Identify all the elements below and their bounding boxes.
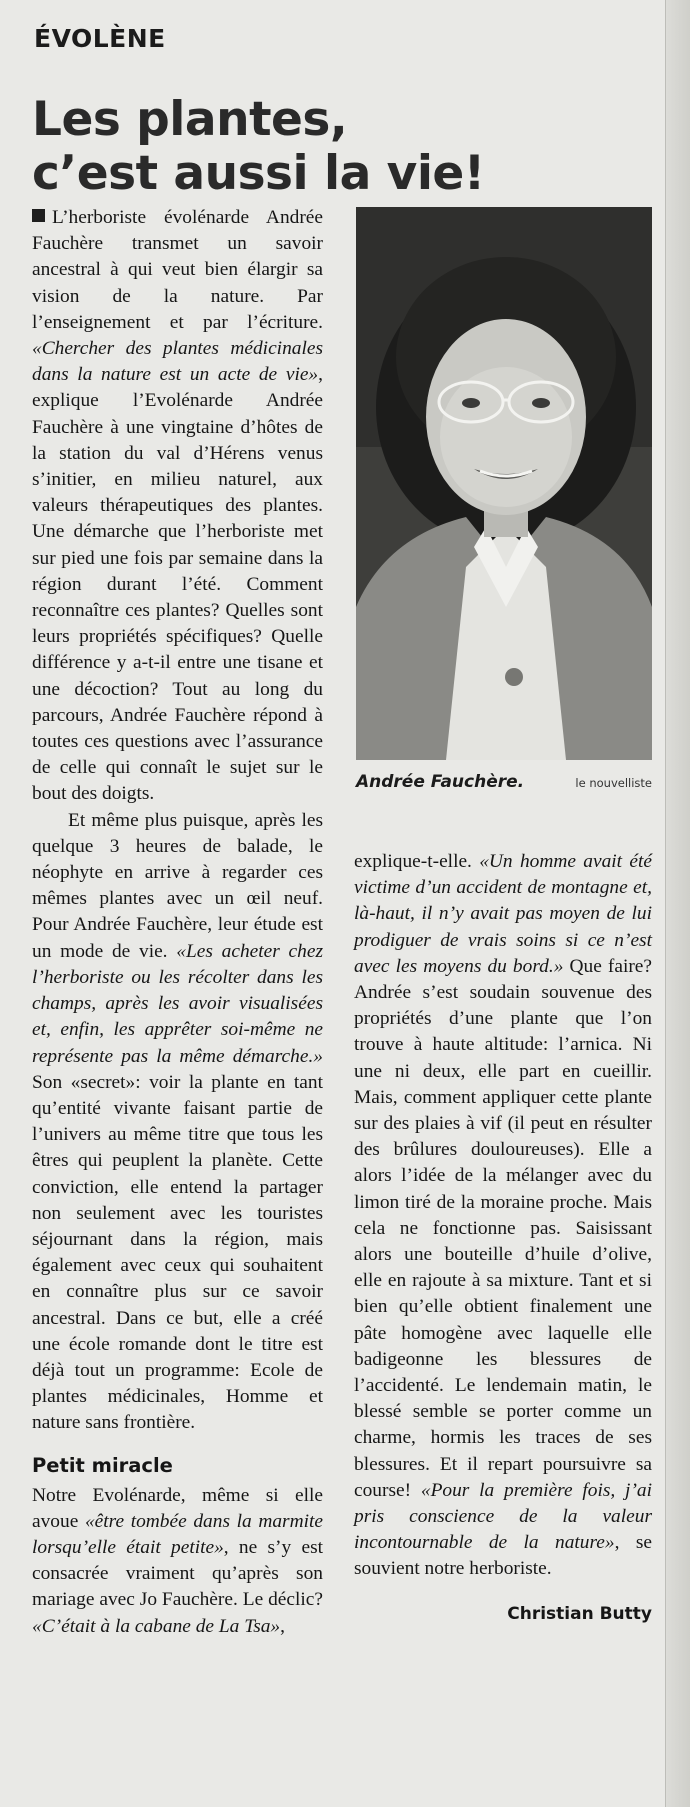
caption-text: Andrée Fauchère. <box>356 772 525 792</box>
paragraph: Et même plus puisque, après les quelque 3 heures de balade, le néophyte en arrive à regarder ces mêmes plantes avec un œil neuf. Pour Andrée Fauchère, leur étude est un mode de vie. «Les acheter chez l’herboriste ou les récolter dans les champs, après les avoir visualisées et, enfin, les apprêter soi-même ne représente pas la même démarche.» Son «secret»: voir la plante en tant qu’entité vivante faisant partie de l’univers au même titre que tous les êtres qui peuplent la planète. Cette conviction, elle entend la partager non seulement avec les touristes séjournant dans la région, mais également avec ceux qui souhaitent en connaître plus sur ce savoir ancestral. Dans ce but, elle a créé une école romande dont le titre est déjà tout un programme: Ecole de plantes médicinales, Homme et nature sans frontière. <box>32 809 323 1434</box>
paragraph-bullet-icon <box>32 209 45 222</box>
subheading: Petit miracle <box>32 1453 173 1477</box>
text-column-right <box>354 849 652 1627</box>
portrait-photo <box>356 207 652 760</box>
paragraph: explique-t-elle. «Un homme avait été victime d’un accident de montagne et, là-haut, il n’y avait pas moyen de lui prodiguer de vrais soins si ce n’est avec les moyens du bord.» Que faire? Andrée s’est soudain souvenue des propriétés d’une plante que l’on trouve à haute altitude: l’arnica. Ni une ni deux, elle part en cueillir. Mais, comment appliquer cette plante sur des plaies à vif (il peut en résulter des brûlures douloureuses). Elle a alors l’idée de la mélanger avec du limon tiré de la moraine proche. Mais cela ne fonctionne pas. Saisissant alors une bouteille d’huile d’olive, elle en rajoute à sa mixture. Tant et si bien qu’elle obtient finalement une pâte homogène avec laquelle elle badigeonne les blessures de l’accidenté. Le lendemain matin, le blessé semble se porter comme un charme, hormis les traces de ses blessures. Et il repart poursuivre sa course! «Pour la première fois, j’ai pris conscience de la valeur incontournable de la nature», se souvient notre herboriste. <box>354 851 653 1580</box>
photo-credit: le nouvelliste <box>575 776 652 790</box>
headline-line-2: c’est aussi la vie! <box>32 146 485 202</box>
article-headline <box>32 93 652 201</box>
headline-line-1: Les plantes, <box>32 92 348 148</box>
article-kicker: ÉVOLÈNE <box>34 24 166 53</box>
newspaper-article <box>32 22 652 1782</box>
text-column-left <box>32 205 323 1640</box>
paragraph: L’herboriste évolénarde Andrée Fauchère transmet un savoir ancestral à qui veut bien élargir sa vision de la nature. Par l’enseignement et par l’écriture. «Chercher des plantes médicinales dans la nature est un acte de vie», explique l’Evolénarde Andrée Fauchère à une vingtaine d’hôtes de la station du val d’Hérens venus s’initier, en milieu naturel, aux valeurs thérapeutiques des plantes. Une démarche que l’herboriste met sur pied une fois par semaine dans la région durant l’été. Comment reconnaître ces plantes? Quelles sont leurs propriétés spécifiques? Quelle différence y a-t-il entre une tisane et une décoction? Tout au long du parcours, Andrée Fauchère répond à toutes ces questions avec l’assurance de celle qui connaît le sujet sur le bout des doigts. <box>32 207 323 805</box>
author-byline: Christian Butty <box>507 1603 652 1624</box>
photo-caption <box>356 772 652 796</box>
adjacent-page-bleed <box>666 0 690 1807</box>
portrait-illustration <box>356 207 652 760</box>
paragraph: Notre Evolénarde, même si elle avoue «être tombée dans la marmite lorsqu’elle était petite», ne s’y est consacrée vraiment qu’après son mariage avec Jo Fauchère. Le déclic? «C’était à la cabane de La Tsa», <box>32 1484 324 1637</box>
